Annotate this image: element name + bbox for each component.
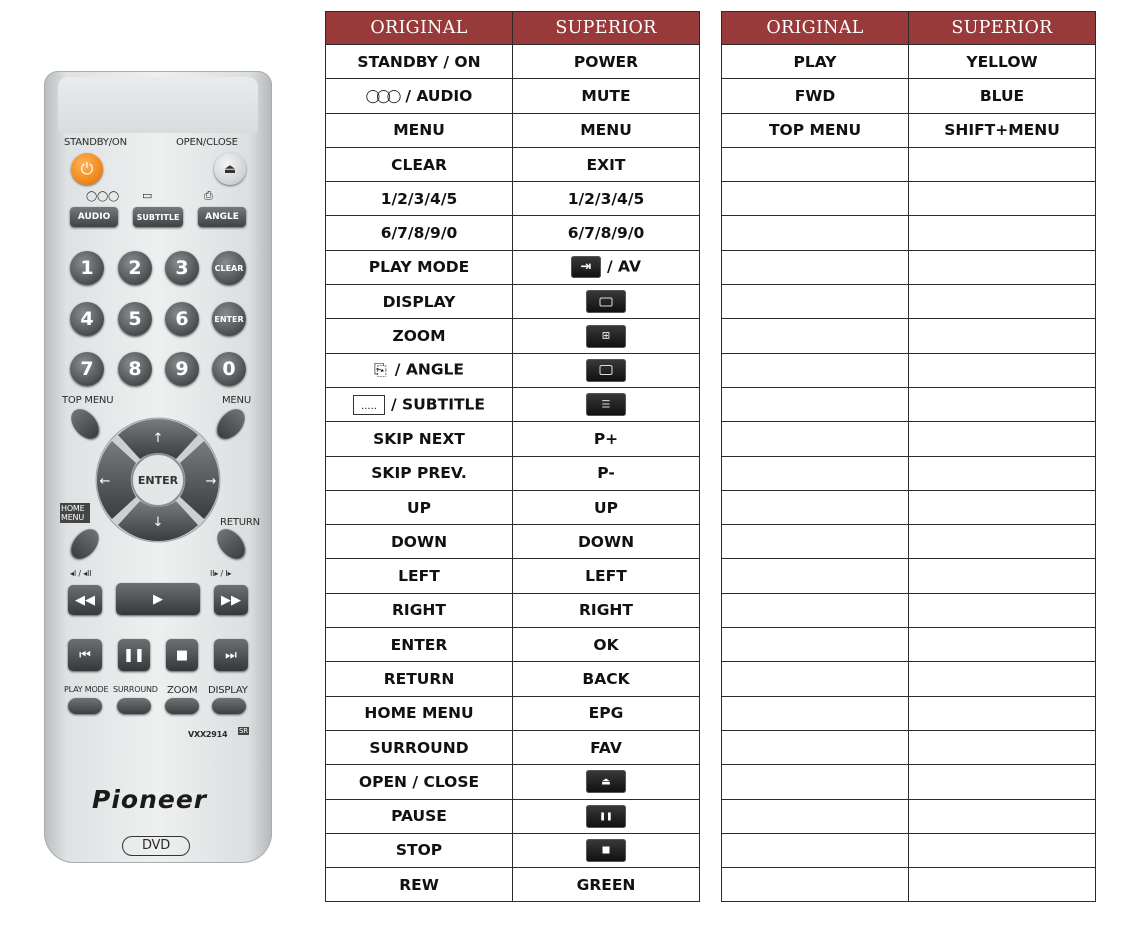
empty-cell bbox=[909, 525, 1096, 559]
superior-cell: UP bbox=[513, 490, 700, 524]
empty-cell bbox=[909, 868, 1096, 902]
table-row bbox=[326, 799, 700, 833]
skip-next-icon: ⏭ bbox=[225, 647, 237, 663]
table-row-empty bbox=[722, 662, 1096, 696]
empty-cell bbox=[909, 319, 1096, 353]
superior-cell bbox=[513, 250, 700, 284]
superior-cell: MUTE bbox=[513, 79, 700, 113]
digit-4-button[interactable]: 4 bbox=[70, 302, 104, 336]
sr-logo-icon: SR bbox=[239, 727, 248, 735]
superior-cell bbox=[513, 319, 700, 353]
pause-button[interactable] bbox=[118, 639, 150, 671]
empty-cell bbox=[722, 833, 909, 867]
superior-cell: P+ bbox=[513, 422, 700, 456]
table-row bbox=[326, 387, 700, 421]
superior-header: SUPERIOR bbox=[909, 12, 1096, 45]
enter-button-label: ENTER bbox=[137, 474, 179, 487]
superior-cell: RIGHT bbox=[513, 593, 700, 627]
subtitle-box-icon: ..... bbox=[353, 395, 385, 415]
open-close-button[interactable] bbox=[214, 153, 246, 185]
original-cell: RIGHT bbox=[326, 593, 513, 627]
digit-1-button[interactable]: 1 bbox=[70, 251, 104, 285]
empty-cell bbox=[722, 559, 909, 593]
pause-icon: ❚❚ bbox=[123, 647, 145, 663]
zoom-button[interactable] bbox=[165, 698, 199, 714]
table-row bbox=[326, 765, 700, 799]
audio-circles-icon: ◯◯◯ bbox=[365, 88, 398, 104]
direction-pad bbox=[88, 417, 228, 543]
superior-cell bbox=[513, 387, 700, 421]
dvd-badge: DVD bbox=[122, 836, 190, 856]
digit-9-button[interactable]: 9 bbox=[165, 352, 199, 386]
display-button[interactable] bbox=[212, 698, 246, 714]
original-cell: HOME MENU bbox=[326, 696, 513, 730]
table-row bbox=[326, 662, 700, 696]
surround-label: SURROUND bbox=[113, 685, 158, 694]
table-row-empty bbox=[722, 216, 1096, 250]
table-row bbox=[722, 113, 1096, 147]
empty-cell bbox=[722, 422, 909, 456]
original-cell: ZOOM bbox=[326, 319, 513, 353]
open-close-label: OPEN/CLOSE bbox=[176, 137, 238, 148]
teletext-button-icon bbox=[586, 359, 626, 382]
empty-cell bbox=[909, 662, 1096, 696]
mapping-table-right bbox=[721, 11, 1096, 902]
original-cell: DISPLAY bbox=[326, 285, 513, 319]
superior-cell: EXIT bbox=[513, 147, 700, 181]
table-row-empty bbox=[722, 147, 1096, 181]
original-text: / SUBTITLE bbox=[391, 395, 485, 414]
digit-5-button[interactable]: 5 bbox=[118, 302, 152, 336]
empty-cell bbox=[722, 696, 909, 730]
table-row-empty bbox=[722, 353, 1096, 387]
superior-cell: 6/7/8/9/0 bbox=[513, 216, 700, 250]
empty-cell bbox=[722, 182, 909, 216]
down-arrow-icon: ↓ bbox=[152, 515, 164, 530]
left-arrow-icon: ← bbox=[99, 474, 111, 489]
superior-cell: P- bbox=[513, 456, 700, 490]
empty-cell bbox=[909, 422, 1096, 456]
screen-button-icon bbox=[586, 290, 626, 313]
empty-cell bbox=[722, 353, 909, 387]
table-row-empty bbox=[722, 456, 1096, 490]
empty-cell bbox=[722, 868, 909, 902]
superior-cell: LEFT bbox=[513, 559, 700, 593]
digit-8-button[interactable]: 8 bbox=[118, 352, 152, 386]
table-row bbox=[326, 250, 700, 284]
table-row-empty bbox=[722, 628, 1096, 662]
audio-button[interactable]: AUDIO bbox=[70, 207, 118, 227]
empty-cell bbox=[909, 696, 1096, 730]
original-cell: STOP bbox=[326, 833, 513, 867]
table-row bbox=[326, 696, 700, 730]
table-row bbox=[326, 490, 700, 524]
ir-window bbox=[58, 77, 258, 133]
table-row bbox=[722, 45, 1096, 79]
empty-cell bbox=[909, 833, 1096, 867]
home-menu-label: HOME MENU bbox=[60, 503, 90, 523]
superior-cell: GREEN bbox=[513, 868, 700, 902]
fast-forward-button[interactable] bbox=[214, 585, 248, 615]
table-row-empty bbox=[722, 387, 1096, 421]
table-row bbox=[326, 628, 700, 662]
rewind-button[interactable] bbox=[68, 585, 102, 615]
table-row-empty bbox=[722, 868, 1096, 902]
table-row-empty bbox=[722, 285, 1096, 319]
empty-cell bbox=[722, 628, 909, 662]
text-button-icon: ☰ bbox=[586, 393, 626, 416]
empty-cell bbox=[909, 387, 1096, 421]
superior-cell: 1/2/3/4/5 bbox=[513, 182, 700, 216]
table-row bbox=[326, 525, 700, 559]
original-cell: UP bbox=[326, 490, 513, 524]
mapping-table-left bbox=[325, 11, 700, 902]
original-header: ORIGINAL bbox=[722, 12, 909, 45]
zoom-label: ZOOM bbox=[167, 685, 198, 696]
original-text: / AUDIO bbox=[405, 86, 473, 105]
original-cell: PAUSE bbox=[326, 799, 513, 833]
empty-cell bbox=[722, 216, 909, 250]
subtitle-mini-icon: ▭ bbox=[142, 189, 153, 202]
table-row bbox=[326, 559, 700, 593]
top-menu-label: TOP MENU bbox=[62, 395, 114, 406]
original-cell: 6/7/8/9/0 bbox=[326, 216, 513, 250]
eject-icon: ⏏ bbox=[223, 161, 237, 177]
superior-cell bbox=[513, 799, 700, 833]
empty-cell bbox=[909, 250, 1096, 284]
play-mode-button[interactable] bbox=[68, 698, 102, 714]
empty-cell bbox=[722, 387, 909, 421]
angle-button[interactable]: ANGLE bbox=[198, 207, 246, 227]
table-row-empty bbox=[722, 696, 1096, 730]
table-row bbox=[326, 182, 700, 216]
play-button[interactable] bbox=[116, 583, 200, 615]
return-label: RETURN bbox=[220, 517, 260, 528]
empty-cell bbox=[722, 456, 909, 490]
right-arrow-icon: → bbox=[205, 474, 217, 489]
superior-cell: OK bbox=[513, 628, 700, 662]
table-row-empty bbox=[722, 490, 1096, 524]
skip-prev-icon: ⏮ bbox=[79, 647, 91, 663]
table-row bbox=[326, 353, 700, 387]
table-row-empty bbox=[722, 559, 1096, 593]
superior-cell: DOWN bbox=[513, 525, 700, 559]
original-cell: ENTER bbox=[326, 628, 513, 662]
standby-label: STANDBY/ON bbox=[64, 137, 127, 148]
empty-cell bbox=[909, 628, 1096, 662]
superior-cell bbox=[513, 285, 700, 319]
digit-6-button[interactable]: 6 bbox=[165, 302, 199, 336]
original-cell: REW bbox=[326, 868, 513, 902]
table-row-empty bbox=[722, 525, 1096, 559]
enter-small-button[interactable]: ENTER bbox=[212, 302, 246, 336]
pause-button-icon: ❚❚ bbox=[586, 805, 626, 828]
original-cell bbox=[326, 387, 513, 421]
menu-label: MENU bbox=[222, 395, 251, 406]
stop-icon: ■ bbox=[175, 647, 189, 663]
empty-cell bbox=[722, 799, 909, 833]
digit-3-button[interactable]: 3 bbox=[165, 251, 199, 285]
original-cell: MENU bbox=[326, 113, 513, 147]
slow-forward-label: II▸ / I▸ bbox=[210, 569, 232, 578]
empty-cell bbox=[722, 593, 909, 627]
empty-cell bbox=[909, 593, 1096, 627]
table-row-empty bbox=[722, 250, 1096, 284]
empty-cell bbox=[909, 490, 1096, 524]
empty-cell bbox=[722, 525, 909, 559]
standby-button[interactable] bbox=[71, 153, 103, 185]
fast-forward-icon: ▶▶ bbox=[221, 592, 241, 608]
slow-reverse-label: ◂I / ◂II bbox=[70, 569, 92, 578]
empty-cell bbox=[909, 559, 1096, 593]
original-cell bbox=[326, 353, 513, 387]
remote-control-image bbox=[44, 71, 272, 863]
empty-cell bbox=[722, 490, 909, 524]
up-arrow-icon: ↑ bbox=[152, 431, 164, 446]
model-number: VXX2914 bbox=[188, 730, 228, 739]
clear-button[interactable]: CLEAR bbox=[212, 251, 246, 285]
rewind-icon: ◀◀ bbox=[75, 592, 95, 608]
superior-cell: SHIFT+MENU bbox=[909, 113, 1096, 147]
superior-cell bbox=[513, 765, 700, 799]
superior-cell: MENU bbox=[513, 113, 700, 147]
superior-cell bbox=[513, 833, 700, 867]
empty-cell bbox=[909, 285, 1096, 319]
table-row bbox=[722, 79, 1096, 113]
empty-cell bbox=[722, 319, 909, 353]
original-cell: TOP MENU bbox=[722, 113, 909, 147]
superior-cell: EPG bbox=[513, 696, 700, 730]
digit-0-button[interactable]: 0 bbox=[212, 352, 246, 386]
superior-header: SUPERIOR bbox=[513, 12, 700, 45]
superior-cell bbox=[513, 353, 700, 387]
superior-cell: FAV bbox=[513, 730, 700, 764]
original-cell: SKIP PREV. bbox=[326, 456, 513, 490]
eject-button-icon: ⏏ bbox=[586, 770, 626, 793]
table-row-empty bbox=[722, 833, 1096, 867]
skip-prev-button[interactable] bbox=[68, 639, 102, 671]
superior-cell: POWER bbox=[513, 45, 700, 79]
original-cell bbox=[326, 79, 513, 113]
play-mode-label: PLAY MODE bbox=[64, 685, 109, 694]
stop-button[interactable] bbox=[166, 639, 198, 671]
table-row bbox=[326, 833, 700, 867]
table-row-empty bbox=[722, 799, 1096, 833]
table-row bbox=[326, 285, 700, 319]
original-text: / ANGLE bbox=[394, 360, 465, 379]
input-source-icon: ⇥ bbox=[571, 256, 601, 278]
empty-cell bbox=[909, 799, 1096, 833]
table-row-empty bbox=[722, 422, 1096, 456]
original-cell: DOWN bbox=[326, 525, 513, 559]
original-cell: PLAY bbox=[722, 45, 909, 79]
original-cell: PLAY MODE bbox=[326, 250, 513, 284]
empty-cell bbox=[722, 147, 909, 181]
empty-cell bbox=[722, 662, 909, 696]
original-cell: SURROUND bbox=[326, 730, 513, 764]
table-row-empty bbox=[722, 319, 1096, 353]
play-icon: ▶ bbox=[153, 591, 163, 607]
superior-cell: BLUE bbox=[909, 79, 1096, 113]
table-row bbox=[326, 113, 700, 147]
skip-next-button[interactable] bbox=[214, 639, 248, 671]
empty-cell bbox=[909, 730, 1096, 764]
table-row-empty bbox=[722, 765, 1096, 799]
original-header: ORIGINAL bbox=[326, 12, 513, 45]
original-cell: STANDBY / ON bbox=[326, 45, 513, 79]
table-row bbox=[326, 216, 700, 250]
table-row-empty bbox=[722, 593, 1096, 627]
empty-cell bbox=[909, 456, 1096, 490]
empty-cell bbox=[722, 765, 909, 799]
table-row-empty bbox=[722, 730, 1096, 764]
digit-2-button[interactable]: 2 bbox=[118, 251, 152, 285]
original-cell: RETURN bbox=[326, 662, 513, 696]
table-row bbox=[326, 868, 700, 902]
empty-cell bbox=[722, 285, 909, 319]
empty-cell bbox=[909, 353, 1096, 387]
audio-circles-icon: ◯◯◯ bbox=[86, 191, 119, 202]
table-row bbox=[326, 319, 700, 353]
original-cell: OPEN / CLOSE bbox=[326, 765, 513, 799]
angle-mini-icon: ⎙ bbox=[204, 189, 213, 202]
table-row-empty bbox=[722, 182, 1096, 216]
table-row bbox=[326, 730, 700, 764]
empty-cell bbox=[909, 147, 1096, 181]
power-icon: ⏻ bbox=[80, 159, 94, 178]
table-row bbox=[326, 422, 700, 456]
original-cell: 1/2/3/4/5 bbox=[326, 182, 513, 216]
original-cell: CLEAR bbox=[326, 147, 513, 181]
stop-button-icon bbox=[586, 839, 626, 862]
table-header-row bbox=[326, 12, 700, 45]
empty-cell bbox=[909, 216, 1096, 250]
digit-7-button[interactable]: 7 bbox=[70, 352, 104, 386]
table-row bbox=[326, 79, 700, 113]
subtitle-button[interactable]: SUBTITLE bbox=[133, 207, 183, 227]
original-cell: FWD bbox=[722, 79, 909, 113]
superior-cell: YELLOW bbox=[909, 45, 1096, 79]
table-row bbox=[326, 593, 700, 627]
display-label: DISPLAY bbox=[208, 685, 248, 696]
superior-cell: BACK bbox=[513, 662, 700, 696]
table-header-row bbox=[722, 12, 1096, 45]
empty-cell bbox=[909, 765, 1096, 799]
superior-text: / AV bbox=[607, 257, 641, 276]
surround-button[interactable] bbox=[117, 698, 151, 714]
table-row bbox=[326, 147, 700, 181]
original-cell: LEFT bbox=[326, 559, 513, 593]
table-row bbox=[326, 45, 700, 79]
camera-angle-icon: ⎘ bbox=[373, 360, 387, 380]
table-row bbox=[326, 456, 700, 490]
brand-logo: Pioneer bbox=[92, 785, 208, 814]
empty-cell bbox=[722, 250, 909, 284]
empty-cell bbox=[909, 182, 1096, 216]
zoom-button-icon: ⊞ bbox=[586, 325, 626, 348]
original-cell: SKIP NEXT bbox=[326, 422, 513, 456]
empty-cell bbox=[722, 730, 909, 764]
